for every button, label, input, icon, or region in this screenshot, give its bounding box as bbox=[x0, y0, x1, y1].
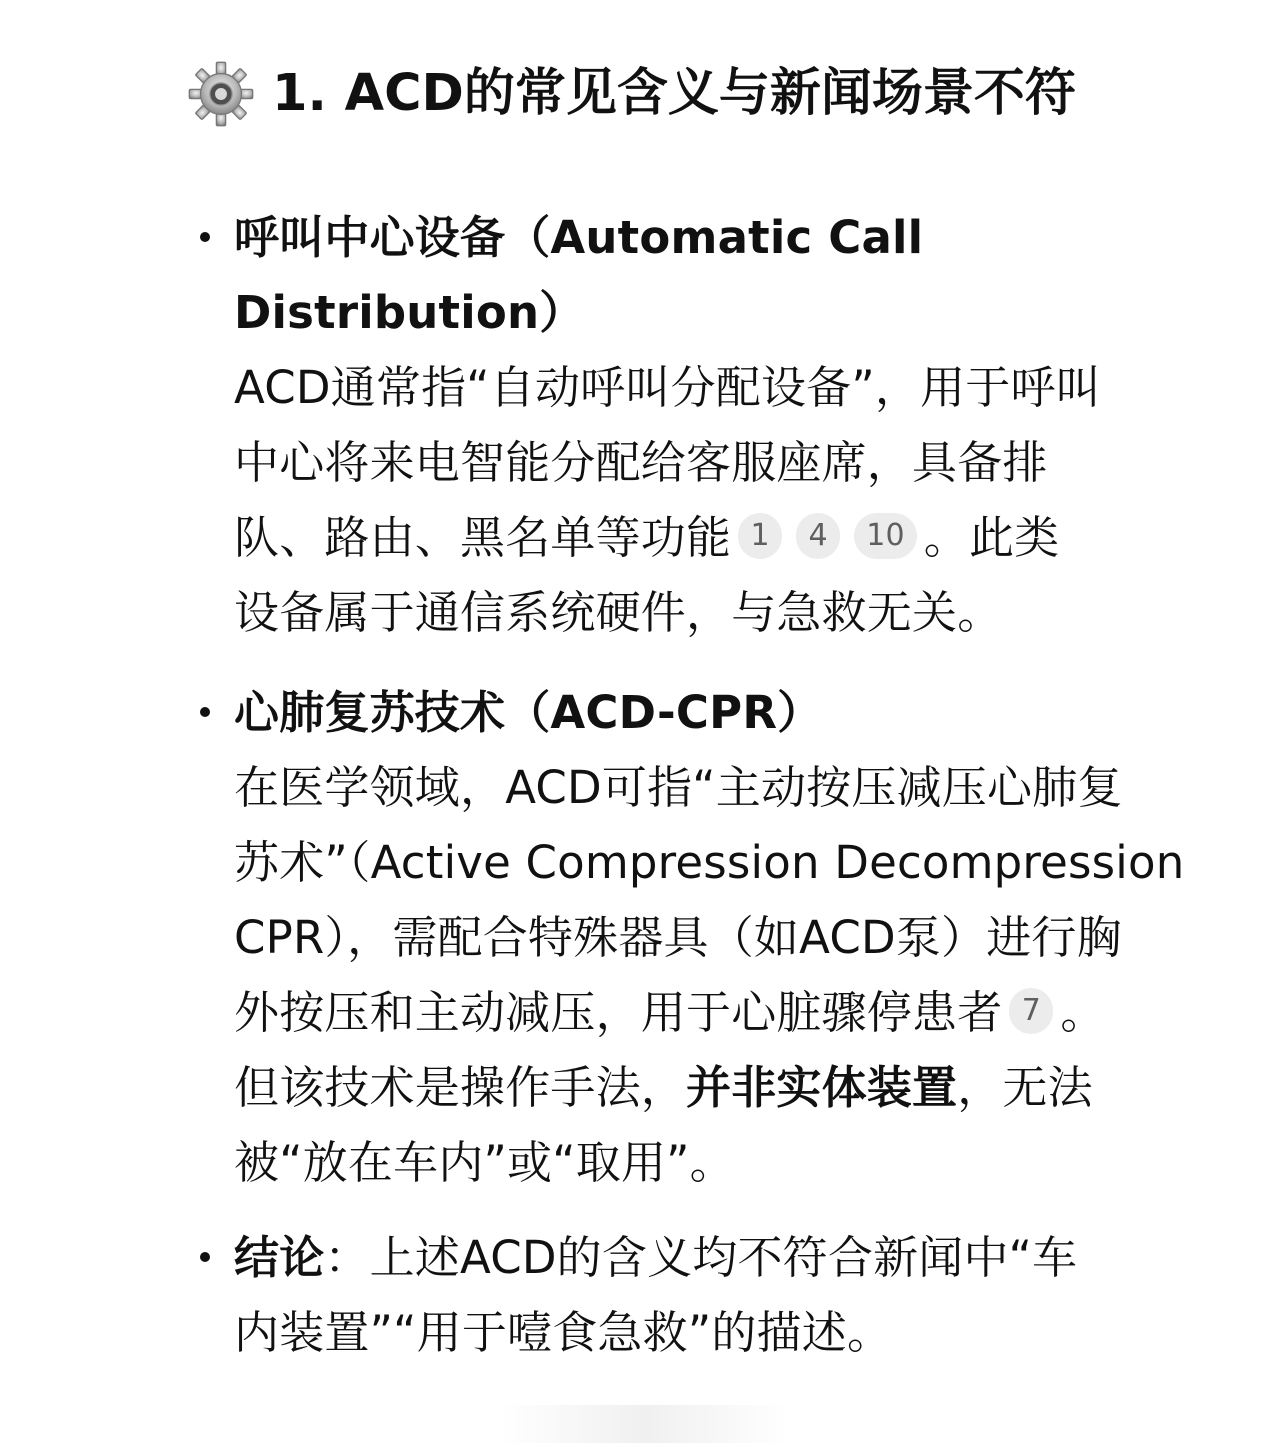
conclusion-line-1 bbox=[234, 1220, 1234, 1295]
conclusion-line-1-text: ：上述ACD的含义均不符合新闻中“车 bbox=[324, 1231, 1078, 1284]
call-center-desc-line-2: 中心将来电智能分配给客服座席，具备排 bbox=[234, 436, 1048, 489]
call-center-title-line-2: Distribution） bbox=[234, 286, 585, 339]
section-heading bbox=[188, 58, 1076, 130]
bottom-fade bbox=[500, 1405, 790, 1443]
cpr-desc-line-6: 被“放在车内”或“取用”。 bbox=[234, 1136, 735, 1189]
bullet-marker bbox=[200, 1252, 210, 1262]
cpr-desc-line-4-text: 外按压和主动减压，用于心脏骤停患者 bbox=[234, 986, 1003, 1039]
conclusion-label: 结论 bbox=[234, 1231, 325, 1284]
cpr-title: 心肺复苏技术（ACD-CPR） bbox=[234, 686, 823, 739]
cpr-desc-line-5-tail: ，无法 bbox=[957, 1061, 1093, 1114]
heading-title: 1. ACD的常见含义与新闻场景不符 bbox=[272, 64, 1076, 123]
cpr-desc-line-4 bbox=[234, 975, 1234, 1050]
call-center-desc-line-3-text: 队、路由、黑名单等功能 bbox=[234, 511, 732, 564]
citation-10[interactable]: 10 bbox=[854, 513, 917, 559]
conclusion-line-2: 内装置”“用于噎食急救”的描述。 bbox=[234, 1306, 893, 1359]
cpr-desc-line-2: 苏术”（Active Compression Decompression bbox=[234, 836, 1185, 889]
cpr-desc-line-4-tail: 。 bbox=[1060, 986, 1106, 1039]
cpr-desc-line-3: CPR），需配合特殊器具（如ACD泵）进行胸 bbox=[234, 911, 1122, 964]
citation-7[interactable]: 7 bbox=[1009, 988, 1053, 1034]
cpr-content bbox=[234, 675, 1234, 1200]
call-center-desc-line-1: ACD通常指“自动呼叫分配设备”，用于呼叫 bbox=[234, 361, 1101, 414]
bullet-marker bbox=[200, 232, 210, 242]
call-center-content bbox=[234, 200, 1234, 650]
call-center-desc-line-4: 设备属于通信系统硬件，与急救无关。 bbox=[234, 586, 1003, 639]
citation-1[interactable]: 1 bbox=[738, 513, 782, 559]
call-center-desc-line-3-tail: 。此类 bbox=[923, 511, 1060, 564]
call-center-desc-line-3 bbox=[234, 500, 1234, 575]
bullet-marker bbox=[200, 707, 210, 717]
call-center-title-line-1: 呼叫中心设备（Automatic Call bbox=[234, 211, 924, 264]
cpr-desc-line-5 bbox=[234, 1050, 1234, 1125]
cpr-emphasis: 并非实体装置 bbox=[686, 1061, 958, 1114]
gear-icon bbox=[188, 61, 254, 127]
cpr-desc-line-5-lead: 但该技术是操作手法， bbox=[234, 1061, 687, 1114]
citation-4[interactable]: 4 bbox=[796, 513, 840, 559]
cpr-desc-line-1: 在医学领域，ACD可指“主动按压减压心肺复 bbox=[234, 761, 1123, 814]
conclusion-content bbox=[234, 1220, 1234, 1370]
